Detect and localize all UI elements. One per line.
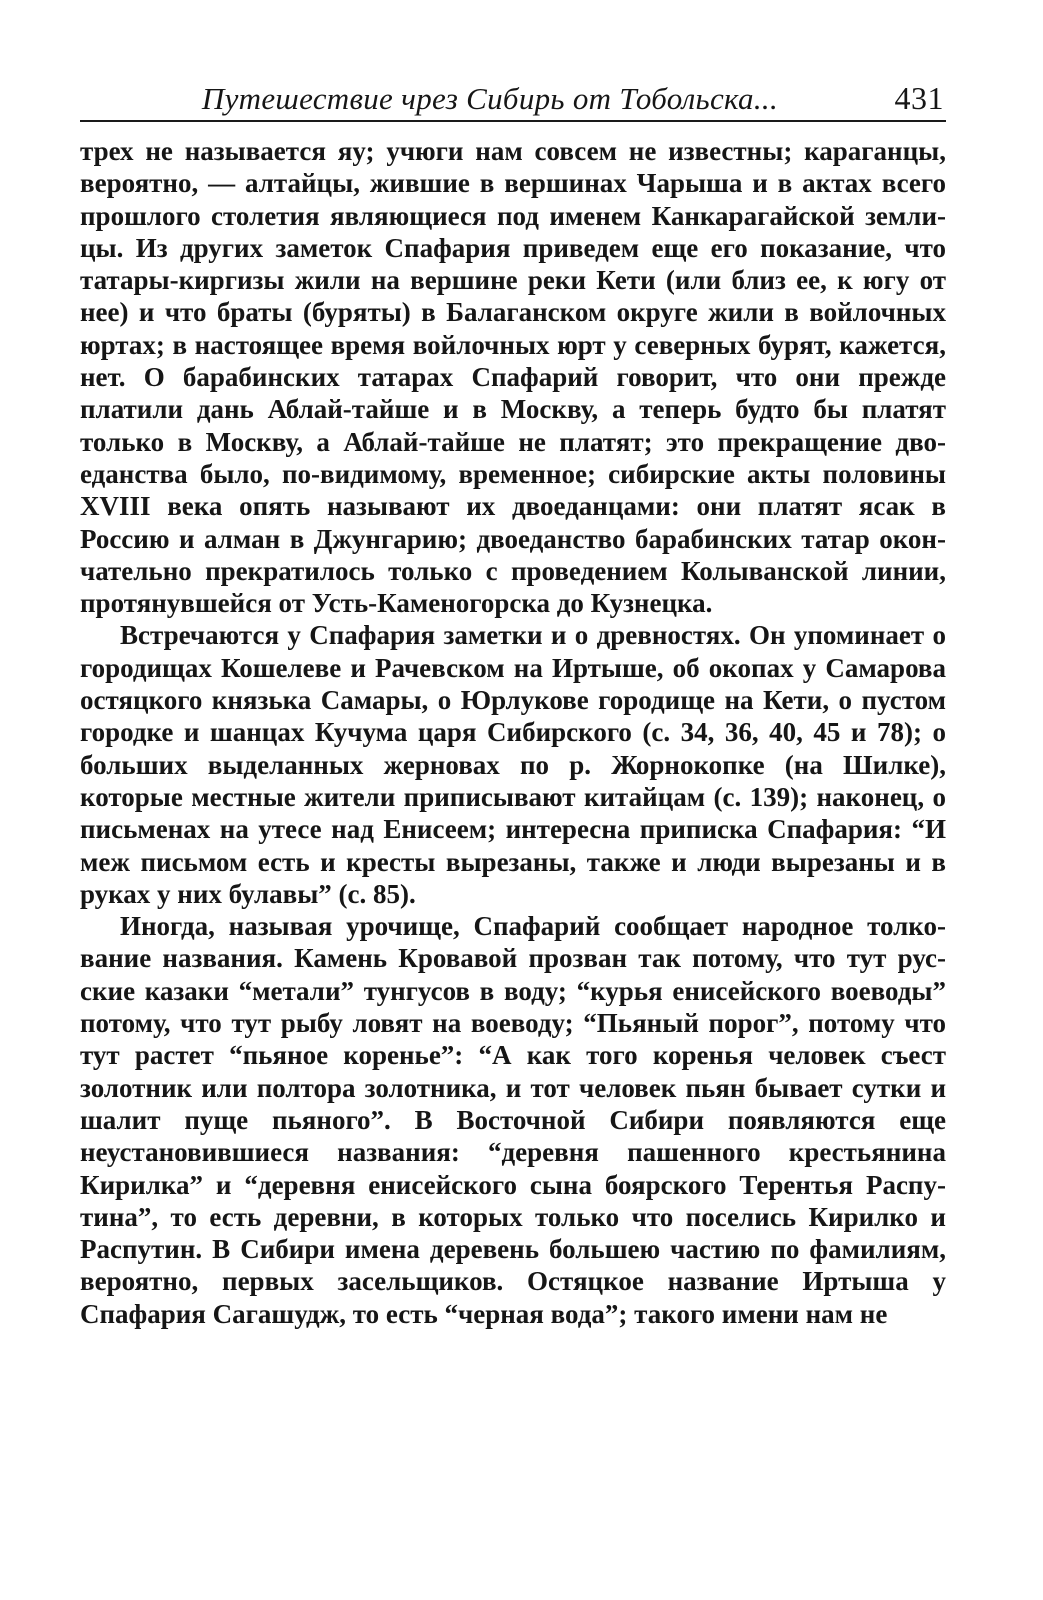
body-text <box>80 135 946 1330</box>
page-number: 431 <box>894 80 944 116</box>
paragraph-3: Иногда, называя урочище, Спафарий сообщает народное толкование названия. Камень Кровавой прозван так потому, что тут русские казаки “метали” тунгусов в воду; “курья енисейского воеводы” потому, что тут рыбу ловят на воеводу; “Пьяный порог”, потому что тут растет “пьяное коренье”: “А как того коренья человек съест золотник или полтора золотника, и тот человек пьян бывает сутки и шалит пуще пьяного”. В Восточной Сибири появляются еще неустановившиеся названия: “деревня пашенного крестьянина Кирилка” и “деревня енисейского сына боярского Терентья Распутина”, то есть деревни, в которых только что поселись Кирилко и Распутин. В Сибири имена деревень большею частию по фамилиям, вероятно, первых засельщиков. Остяцкое название Иртыша у Спафария Сагашудж, то есть “черная вода”; такого имени нам не <box>80 911 946 1329</box>
paragraph-1: трех не называется яу; учюги нам совсем не известны; караганцы, вероятно, — алтайцы, жившие в вершинах Чарыша и в актах всего прошлого столетия являющиеся под именем Канкарагайской землицы. Из других заметок Спафария приведем еще его показание, что татары-киргизы жили на вершине реки Кети (или близ ее, к югу от нее) и что браты (буряты) в Балаганском округе жили в войлочных юртах; в настоящее время войлочных юрт у северных бурят, кажется, нет. О барабинских татарах Спафарий говорит, что они прежде платили дань Аблай-тайше и в Москву, а теперь будто бы платят только в Москву, а Аблай-тайше не платят; это прекращение двоеданства было, по-видимому, временное; сибирские акты половины XVIII века опять называют их двоеданцами: они платят ясак в Россию и алман в Джунгарию; двоеданство барабинских татар окончательно прекратилось только с проведением Колыванской линии, протянувшейся от Усть-Каменогорска до Кузнецка. <box>80 136 946 619</box>
paragraph-2: Встречаются у Спафария заметки и о древностях. Он упоминает о городищах Кошелеве и Рачевском на Иртыше, об окопах у Самарова остяцкого князька Самары, о Юрлукове городище на Кети, о пустом городке и шанцах Кучума царя Сибирского (с. 34, 36, 40, 45 и 78); о больших выделанных жерновах по р. Жорнокопке (на Шилке), которые местные жители приписывают китайцам (с. 139); наконец, о письменах на утесе над Енисеем; интересна приписка Спафария: “И меж письмом есть и кресты вырезаны, также и люди вырезаны и в руках у них булавы” (с. 85). <box>80 620 946 909</box>
running-header <box>80 72 946 122</box>
running-title: Путешествие чрез Сибирь от Тобольска... <box>201 81 778 116</box>
book-page <box>80 72 946 1330</box>
